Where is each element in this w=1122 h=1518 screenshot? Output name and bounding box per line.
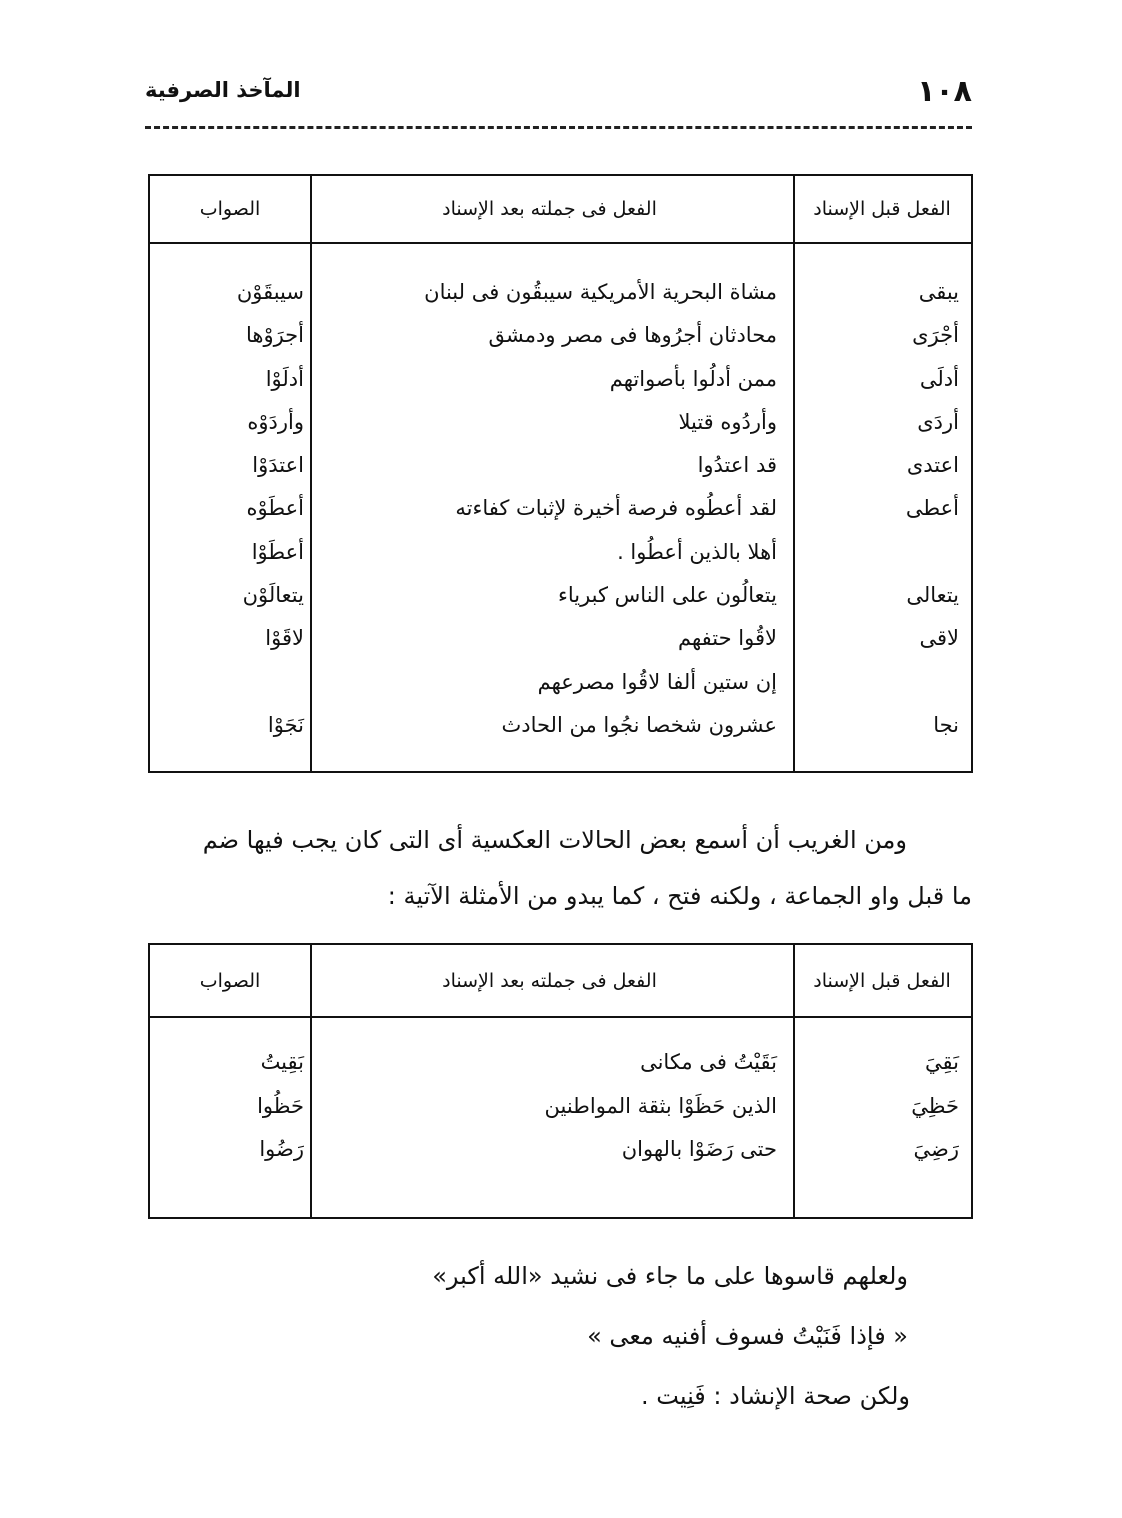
verb-table-2 xyxy=(148,943,973,1219)
header-before-attribution: الفعل قبل الإسناد xyxy=(813,969,951,992)
header-before-attribution: الفعل قبل الإسناد xyxy=(813,198,951,220)
verb-sentence: عشرون شخصا نجُوا من الحادث xyxy=(501,712,777,737)
table-row xyxy=(150,583,971,626)
table-row xyxy=(150,713,971,756)
correct-form: حَظُوا xyxy=(257,1093,304,1118)
correct-form: رَضُوا xyxy=(259,1137,304,1161)
closing-quote: « فإذا فَنَيْتُ فسوف أفنيه معى » xyxy=(587,1322,908,1350)
verb-before: حَظِيَ xyxy=(911,1093,959,1118)
header-verb-in-sentence: الفعل فى جملته بعد الإسناد xyxy=(442,198,657,220)
verb-before: أجْرَى xyxy=(912,323,959,348)
verb-before: أعطى xyxy=(905,496,959,521)
table-row xyxy=(150,410,971,453)
table-row xyxy=(150,1050,971,1094)
verb-sentence: قد اعتدُوا xyxy=(697,453,777,478)
table-row xyxy=(150,280,971,323)
verb-sentence: ممن أدلُوا بأصواتهم xyxy=(609,366,777,391)
verb-before: اعتدى xyxy=(906,453,959,478)
table-row xyxy=(150,496,971,539)
correct-form: أدلَوْا xyxy=(265,366,304,391)
closing-line: ولعلهم قاسوها على ما جاء فى نشيد «الله أكبر» xyxy=(432,1262,908,1290)
verb-sentence: لاقُوا حتفهم xyxy=(678,626,777,651)
page-number: ١٠٨ xyxy=(917,74,972,109)
verb-table-1 xyxy=(148,174,973,773)
verb-before: أدلَى xyxy=(919,366,959,391)
header-divider xyxy=(145,126,972,129)
header-correct-form: الصواب xyxy=(199,198,261,220)
correct-form: يتعالَوْن xyxy=(242,583,304,608)
correct-form: أعطَوْا xyxy=(251,539,304,564)
running-title: المآخذ الصرفية xyxy=(145,78,301,102)
verb-before: يتعالى xyxy=(906,583,959,608)
closing-line: ولكن صحة الإنشاد : فَنِيت . xyxy=(641,1382,910,1410)
correct-form: أجرَوْها xyxy=(245,323,304,348)
paragraph-line: ومن الغريب أن أسمع بعض الحالات العكسية أى التى كان يجب فيها ضم xyxy=(202,826,907,854)
table-row xyxy=(150,323,971,366)
header-verb-in-sentence: الفعل فى جملته بعد الإسناد xyxy=(442,969,657,992)
verb-before: نجا xyxy=(933,712,959,737)
verb-sentence: الذين حَظَوْا بثقة المواطنين xyxy=(544,1093,777,1118)
table-body xyxy=(150,280,971,756)
verb-before: أردَى xyxy=(917,409,959,434)
header-divider xyxy=(150,242,971,244)
verb-before: بَقِيَ xyxy=(925,1050,959,1074)
table-row xyxy=(150,670,971,713)
table-row xyxy=(150,540,971,583)
paragraph-line: ما قبل واو الجماعة ، ولكنه فتح ، كما يبدو من الأمثلة الآتية : xyxy=(387,882,972,910)
verb-sentence: محادثان أجرُوها فى مصر ودمشق xyxy=(488,323,777,348)
correct-form: أعطَوْه xyxy=(246,496,304,521)
verb-sentence: أهلا بالذين أعطُوا . xyxy=(617,539,777,564)
verb-sentence: إن ستين ألفا لاقُوا مصرعهم xyxy=(537,669,777,694)
verb-sentence: يتعالُون على الناس كبرياء xyxy=(557,583,777,608)
table-row xyxy=(150,626,971,669)
correct-form: لاقَوْا xyxy=(265,626,304,651)
header-correct-form: الصواب xyxy=(199,969,261,992)
verb-sentence: وأردُوه قتيلا xyxy=(678,409,777,434)
correct-form: بَقِيتُ xyxy=(260,1050,304,1074)
table-row xyxy=(150,1094,971,1138)
verb-before: يبقى xyxy=(918,280,959,304)
table-body xyxy=(150,1050,971,1181)
verb-sentence: مشاة البحرية الأمريكية سيبقُون فى لبنان xyxy=(424,280,777,304)
verb-before: رَضِيَ xyxy=(913,1137,959,1161)
header-divider xyxy=(150,1016,971,1018)
correct-form: نَجَوْا xyxy=(267,712,304,737)
correct-form: سيبقَوْن xyxy=(236,280,304,304)
table-row xyxy=(150,1137,971,1181)
verb-sentence: بَقَيْتُ فى مكانى xyxy=(640,1050,777,1074)
page-header xyxy=(145,74,972,114)
verb-sentence: لقد أعطُوه فرصة أخيرة لإثبات كفاءته xyxy=(455,496,777,521)
correct-form: اعتدَوْا xyxy=(252,453,304,478)
table-row xyxy=(150,367,971,410)
correct-form: وأردَوْه xyxy=(247,409,304,434)
table-row xyxy=(150,453,971,496)
verb-sentence: حتى رَضَوْا بالهوان xyxy=(621,1137,777,1161)
verb-before: لاقى xyxy=(919,626,959,651)
